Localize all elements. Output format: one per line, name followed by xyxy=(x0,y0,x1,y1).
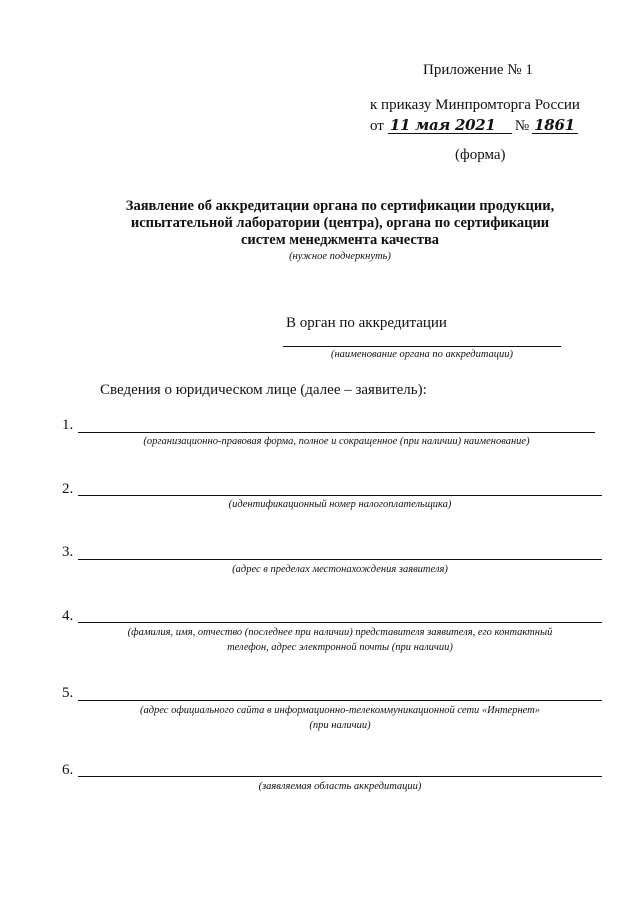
item-field-line-3[interactable] xyxy=(78,559,602,560)
item-number-3: 3. xyxy=(62,544,74,560)
item-caption-5-line-1: (адрес официального сайта в информационно-телекоммуникационной сети «Интернет» xyxy=(139,705,541,716)
item-field-line-4[interactable] xyxy=(78,622,602,623)
item-number-5: 5. xyxy=(62,685,74,701)
number-sign: № xyxy=(514,118,530,134)
form-label: (форма) xyxy=(455,147,506,163)
item-caption-1: (организационно-правовая форма, полное и сокращенное (при наличии) наименование) xyxy=(143,436,530,447)
document-title xyxy=(90,198,590,249)
order-reference: к приказу Минпромторга России xyxy=(370,97,580,113)
item-field-line-6[interactable] xyxy=(78,776,602,777)
recipient-field-line[interactable] xyxy=(283,346,561,347)
item-caption-6: (заявляемая область аккредитации) xyxy=(258,781,422,792)
item-caption-3: (адрес в пределах местонахождения заявителя) xyxy=(232,564,448,575)
title-line-3: систем менеджмента качества xyxy=(240,232,440,248)
handwritten-number: 1861 xyxy=(532,117,578,134)
appendix-label: Приложение № 1 xyxy=(423,62,533,78)
item-number-1: 1. xyxy=(62,417,74,433)
title-line-2: испытательной лаборатории (центра), органа по сертификации xyxy=(130,215,550,231)
item-caption-4-line-1: (фамилия, имя, отчество (последнее при наличии) представителя заявителя, его контактный xyxy=(127,627,553,638)
item-caption-4-line-2: телефон, адрес электронной почты (при наличии) xyxy=(227,642,453,653)
item-field-line-5[interactable] xyxy=(78,700,602,701)
recipient-caption: (наименование органа по аккредитации) xyxy=(330,349,514,360)
title-line-1: Заявление об аккредитации органа по сертификации продукции, xyxy=(125,198,555,214)
item-field-line-2[interactable] xyxy=(78,495,602,496)
order-date-line xyxy=(370,117,578,135)
item-caption-5 xyxy=(78,703,602,733)
title-note: (нужное подчеркнуть) xyxy=(289,251,391,262)
item-number-4: 4. xyxy=(62,608,74,624)
item-number-6: 6. xyxy=(62,762,74,778)
item-caption-5-line-2: (при наличии) xyxy=(309,720,371,731)
item-number-2: 2. xyxy=(62,481,74,497)
item-field-line-1[interactable] xyxy=(78,432,595,433)
item-caption-4 xyxy=(78,625,602,655)
applicant-heading: Сведения о юридическом лице (далее – заявитель): xyxy=(100,382,427,398)
item-caption-2: (идентификационный номер налогоплательщика) xyxy=(228,499,452,510)
date-prefix: от xyxy=(370,118,384,134)
handwritten-date: 11 мая 2021 xyxy=(388,117,512,134)
recipient-label: В орган по аккредитации xyxy=(286,315,447,331)
